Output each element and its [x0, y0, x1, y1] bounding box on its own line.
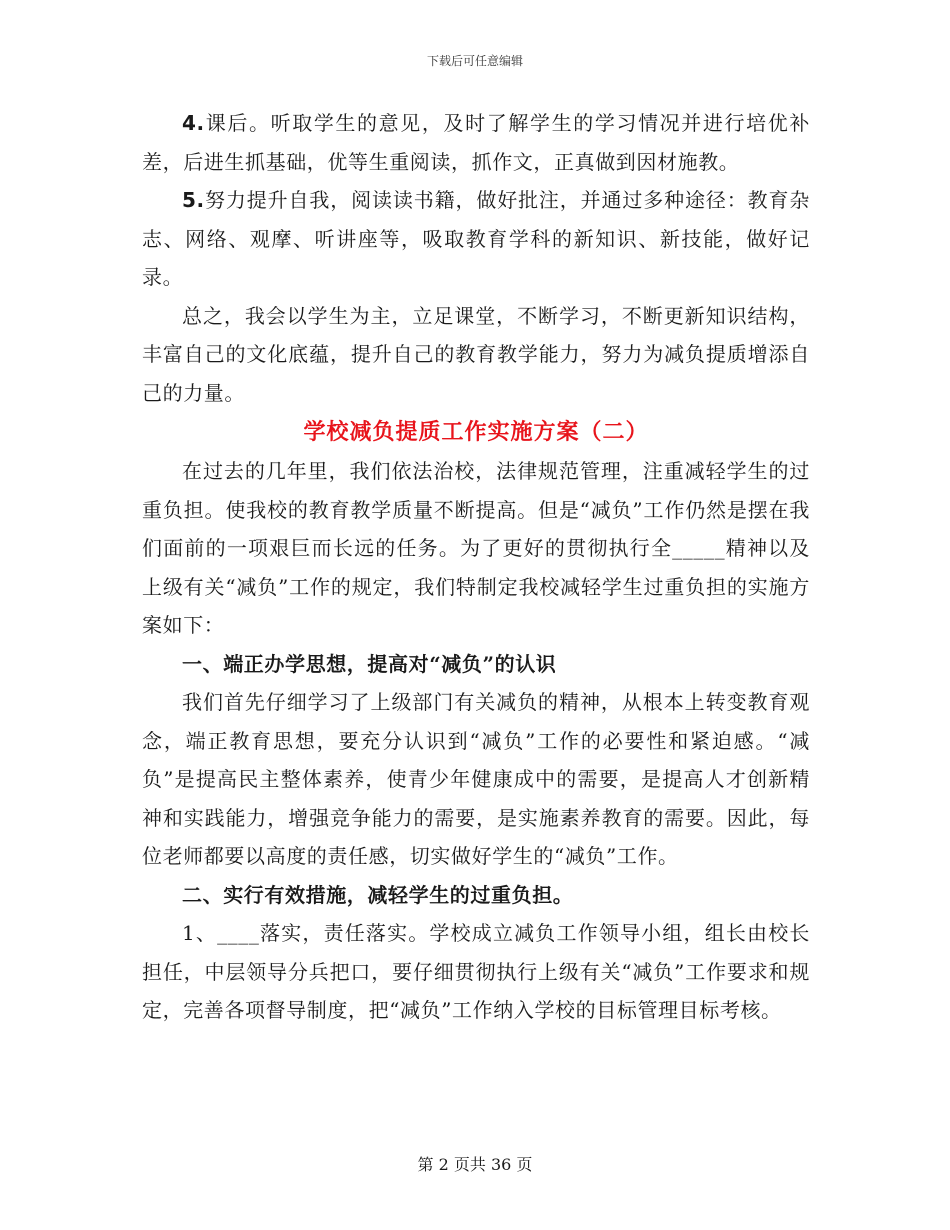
section-1-paragraph: 我们首先仔细学习了上级部门有关减负的精神，从根本上转变教育观念，端正教育思想，要充分认识到“减负”工作的必要性和紧迫感。“减负”是提高民主整体素养，使青少年健康成中的需要，是提高人才创新精神和实践能力，增强竞争能力的需要，是实施素养教育的需要。因此，每位老师都要以高度的责任感，切实做好学生的“减负”工作。 [142, 690, 810, 868]
section-1-heading: 一、端正办学思想，提高对“减负”的认识 [182, 651, 557, 676]
page-header: 下载后可任意编辑 [426, 54, 523, 68]
page-footer: 第 2 页共 36 页 [417, 1155, 533, 1174]
summary-paragraph: 总之，我会以学生为主，立足课堂，不断学习，不断更新知识结构，丰富自己的文化底蕴，提升自己的教育教学能力，努力为减负提质增添自己的力量。 [142, 303, 810, 405]
item-5-number: 5. [182, 188, 205, 212]
item-5 [142, 181, 810, 297]
item-4-number: 4. [182, 111, 205, 135]
section-2-heading: 二、实行有效措施，减轻学生的过重负担。 [182, 882, 574, 907]
item-5-text: 努力提升自我，阅读读书籍，做好批注，并通过多种途径：教育杂志、网络、观摩、听讲座等，吸取教育学科的新知识、新技能，做好记录。 [142, 188, 810, 289]
item-4 [142, 104, 810, 181]
document-body [142, 104, 810, 1030]
item-4-text: 课后。听取学生的意见，及时了解学生的学习情况并进行培优补差，后进生抓基础，优等生重阅读，抓作文，正真做到因材施教。 [142, 111, 810, 174]
section-title: 学校减负提质工作实施方案（二） [303, 419, 649, 445]
section-2-item-1: 1、____落实，责任落实。学校成立减负工作领导小组，组长由校长担任，中层领导分兵把口，要仔细贯彻执行上级有关“减负”工作要求和规定，完善各项督导制度，把“减负”工作纳入学校的目标管理目标考核。 [142, 921, 810, 1022]
intro-paragraph: 在过去的几年里，我们依法治校，法律规范管理，注重减轻学生的过重负担。使我校的教育教学质量不断提高。但是“减负”工作仍然是摆在我们面前的一项艰巨而长远的任务。为了更好的贯彻执行全_____精神以及上级有关“减负”工作的规定，我们特制定我校减轻学生过重负担的实施方案如下： [142, 459, 810, 637]
